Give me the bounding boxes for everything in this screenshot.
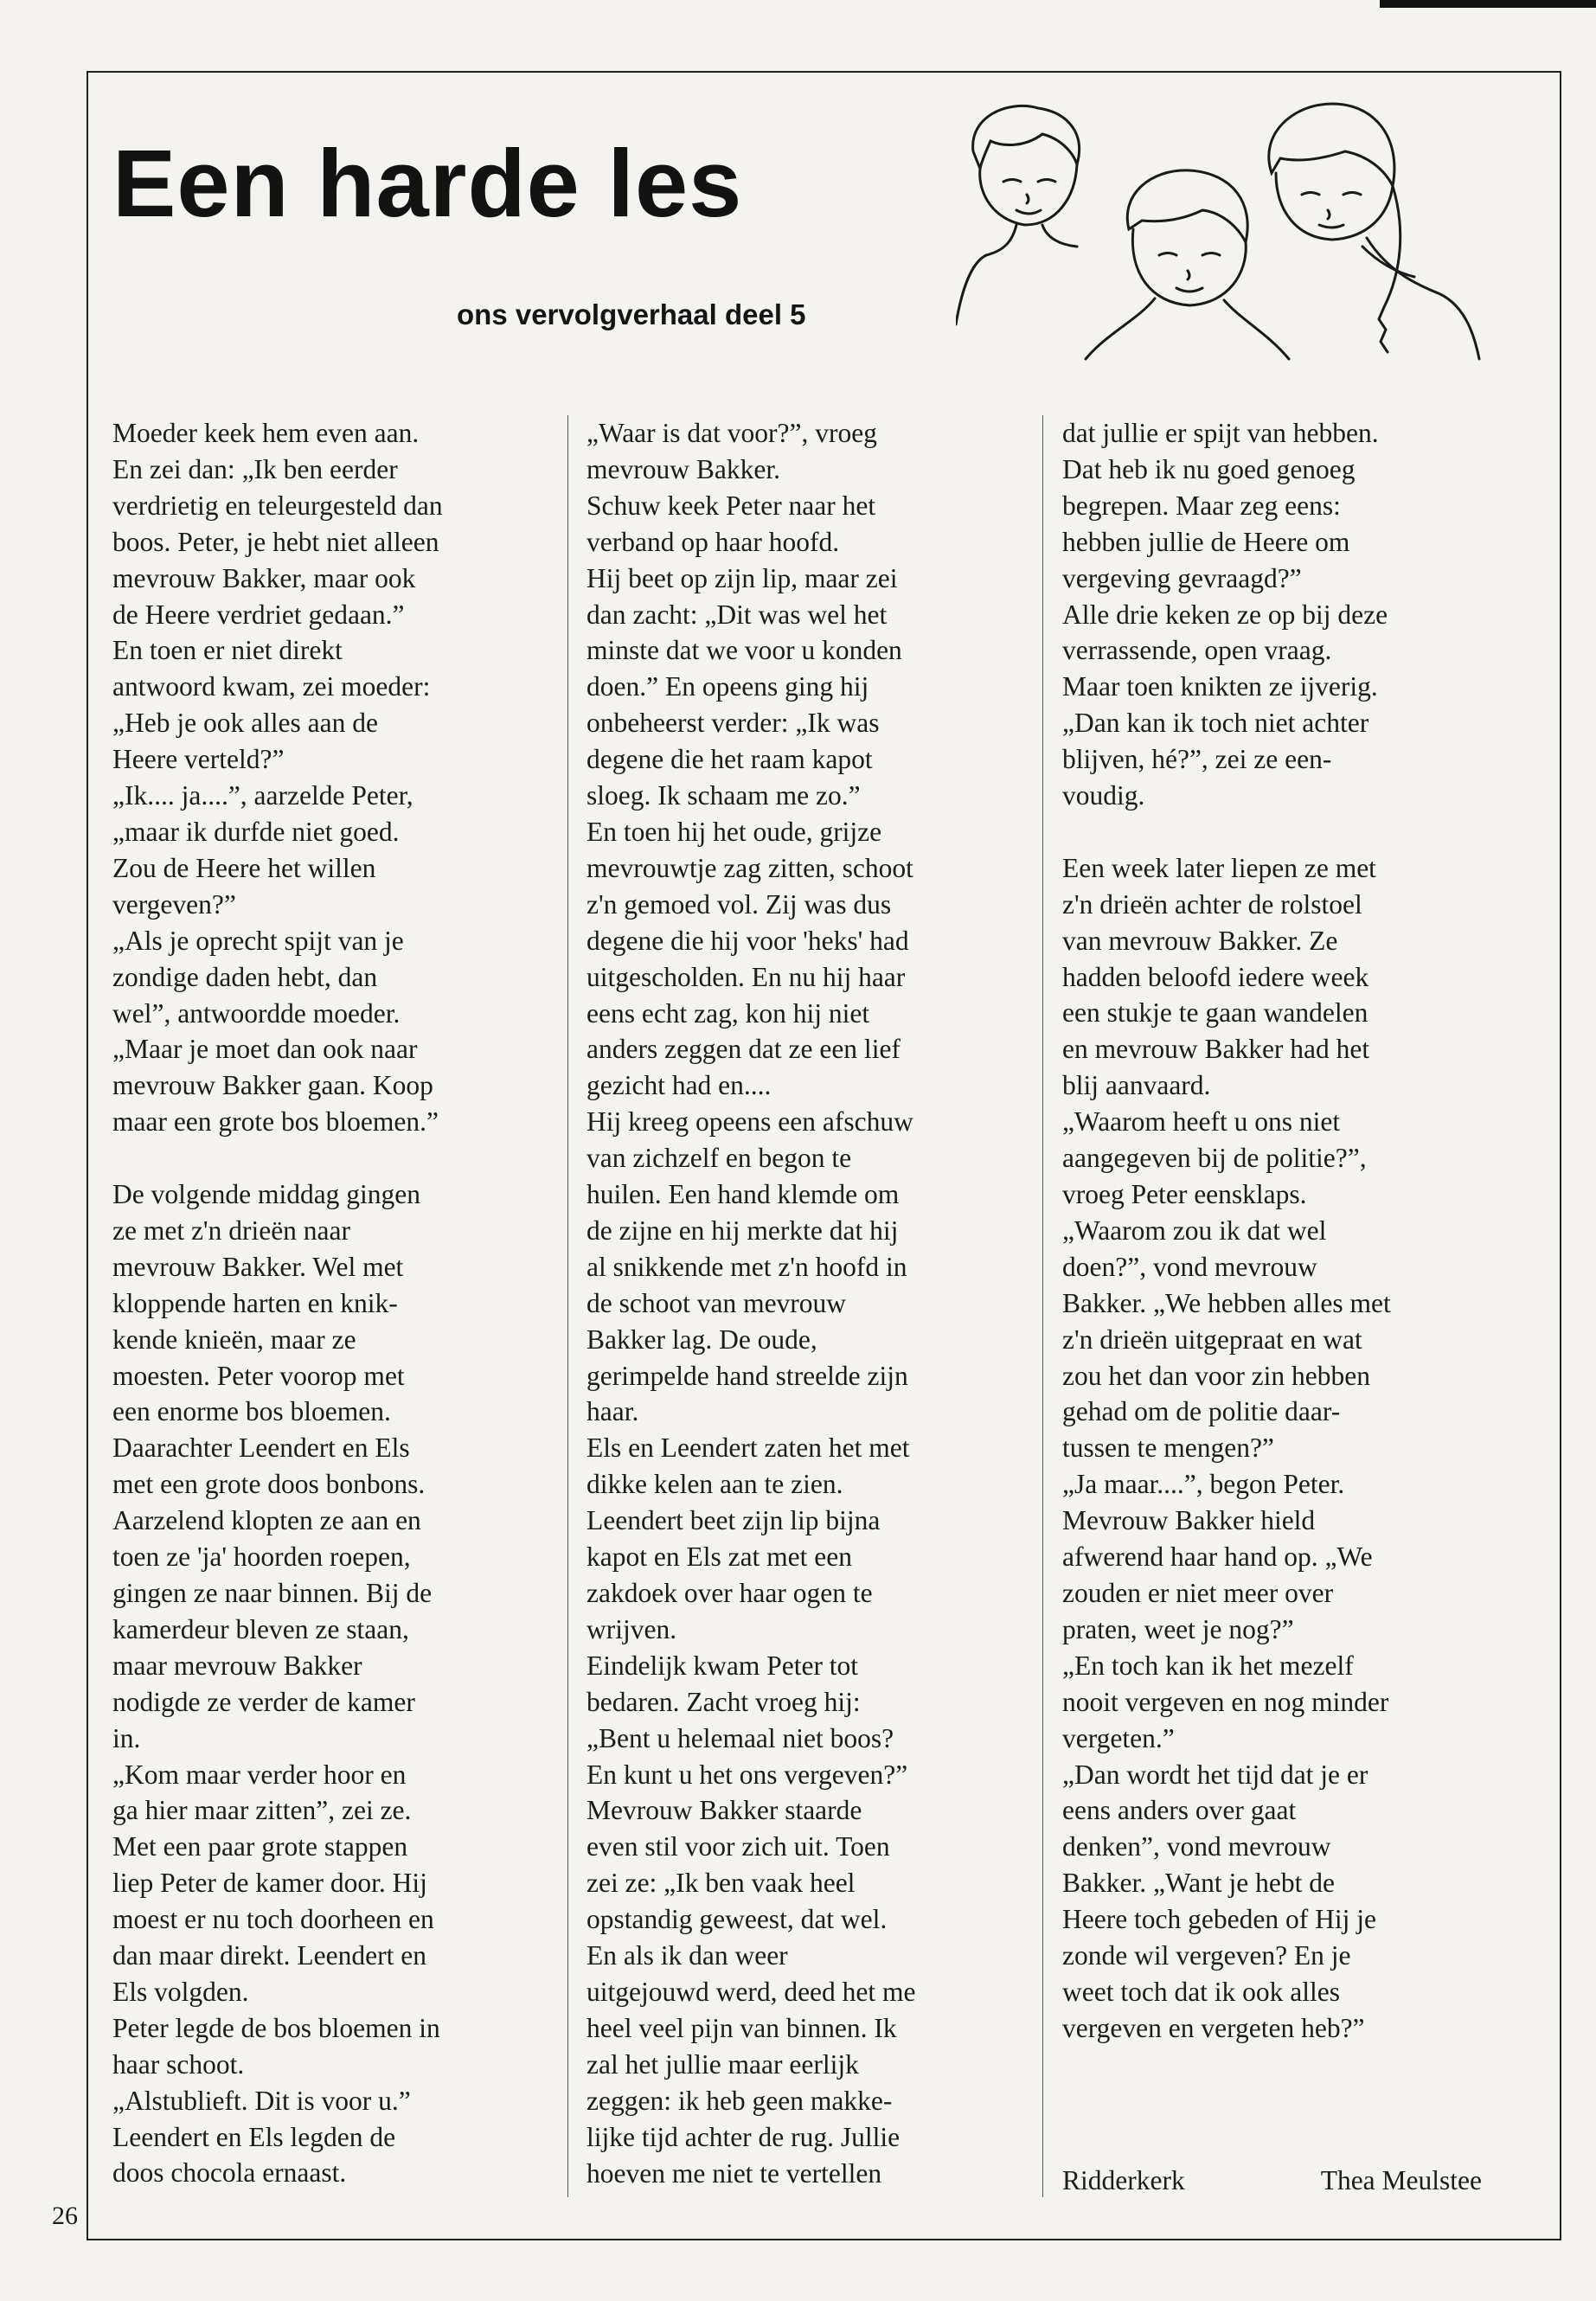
text-column-1 xyxy=(112,415,545,2191)
page-number: 26 xyxy=(52,2202,78,2230)
signature xyxy=(1062,2165,1482,2196)
text-column-3 xyxy=(1062,415,1495,2047)
child-middle-drawing xyxy=(1086,170,1289,359)
signature-place: Ridderkerk xyxy=(1062,2165,1185,2195)
text-column-2 xyxy=(586,415,1019,2191)
paragraph: Moeder keek hem even aan. En zei dan: „Ik ben eerder verdrietig en teleurgesteld dan boos. Peter, je hebt niet alleen mevrouw Bakker, maar ook de Heere verdriet gedaan.” En toen er niet direkt antwoord kwam, zei moeder: „Heb je ook alles aan de Heere verteld?” „Ik.... ja....”, aarzelde Peter, „maar ik durfde niet goed. Zou de Heere het willen vergeven?” „Als je oprecht spijt van je zondige daden hebt, dan wel”, antwoordde moeder. „Maar je moet dan ook naar mevrouw Bakker gaan. Koop maar een grote bos bloemen.” xyxy=(112,418,443,1138)
paragraph: De volgende middag gingen ze met z'n drieën naar mevrouw Bakker. Wel met kloppende harten en knik- kende knieën, maar ze moesten. Peter voorop met een enorme bos bloemen. Daarachter Leendert en Els met een grote doos bonbons. Aarzelend klopten ze aan en toen ze 'ja' hoorden roepen, gingen ze naar binnen. Bij de kamerdeur bleven ze staan, maar mevrouw Bakker nodigde ze verder de kamer in. „Kom maar verder hoor en ga hier maar zitten”, zei ze. Met een paar grote stappen liep Peter de kamer door. Hij moest er nu toch doorheen en dan maar direkt. Leendert en Els volgden. Peter legde de bos bloemen in haar schoot. „Alstublieft. Dit is voor u.” Leendert en Els legden de doos chocola ernaast. xyxy=(112,1179,440,2189)
child-right-drawing xyxy=(1269,104,1479,359)
paragraph: dat jullie er spijt van hebben. Dat heb ik nu goed genoeg begrepen. Maar zeg eens: hebben jullie de Heere om vergeving gevraagd?” Alle drie keken ze op bij deze verrassende, open vraag. Maar toen knikten ze ijverig. „Dan kan ik toch niet achter blijven, hé?”, zei ze een- voudig. xyxy=(1062,418,1388,811)
signature-author: Thea Meulstee xyxy=(1320,2165,1482,2195)
child-left-drawing xyxy=(956,106,1080,324)
paragraph: Een week later liepen ze met z'n drieën achter de rolstoel van mevrouw Bakker. Ze hadden beloofd iedere week een stukje te gaan wandelen en mevrouw Bakker had het blij aanvaard. „Waarom heeft u ons niet aangegeven bij de politie?”, vroeg Peter eensklaps. „Waarom zou ik dat wel doen?”, vond mevrouw Bakker. „We hebben alles met z'n drieën uitgepraat en wat zou het dan voor zin hebben gehad om de politie daar- tussen te mengen?” „Ja maar....”, begon Peter. Mevrouw Bakker hield afwerend haar hand op. „We zouden er niet meer over praten, weet je nog?” „En toch kan ik het mezelf nooit vergeven en nog minder vergeten.” „Dan wordt het tijd dat je er eens anders over gaat denken”, vond mevrouw Bakker. „Want je hebt de Heere toch gebeden of Hij je zonde wil vergeven? En je weet toch dat ik ook alles vergeven en vergeten heb?” xyxy=(1062,852,1391,2043)
column-separator xyxy=(1042,415,1043,2197)
top-rule xyxy=(1380,0,1596,8)
article-title: Een harde les xyxy=(112,131,743,237)
article-subtitle: ons vervolgverhaal deel 5 xyxy=(457,298,806,330)
paragraph: „Waar is dat voor?”, vroeg mevrouw Bakker. Schuw keek Peter naar het verband op haar hoofd. Hij beet op zijn lip, maar zei dan zacht: „Dit was wel het minste dat we voor u konden doen.” En opeens ging hij onbeheerst verder: „Ik was degene die het raam kapot sloeg. Ik schaam me zo.” En toen hij het oude, grijze mevrouwtje zag zitten, schoot z'n gemoed vol. Zij was dus degene die hij voor 'heks' had uitgescholden. En nu hij haar eens echt zag, kon hij niet anders zeggen dat ze een lief gezicht had en.... Hij kreeg opeens een afschuw van zichzelf en begon te huilen. Een hand klemde om de zijne en hij merkte dat hij al snikkende met z'n hoofd in de schoot van mevrouw Bakker lag. De oude, gerimpelde hand streelde zijn haar. Els en Leendert zaten het met dikke kelen aan te zien. Leendert beet zijn lip bijna kapot en Els zat met een zakdoek over haar ogen te wrijven. Eindelijk kwam Peter tot bedaren. Zacht vroeg hij: „Bent u helemaal niet boos? En kunt u het ons vergeven?” Mevrouw Bakker staarde even stil voor zich uit. Toen zei ze: „Ik ben vaak heel opstandig geweest, dat wel. En als ik dan weer uitgejouwd werd, deed het me heel veel pijn van binnen. Ik zal het jullie maar eerlijk zeggen: ik heb geen makke- lijke tijd achter de rug. Jullie hoeven me niet te vertellen xyxy=(586,418,916,2189)
children-illustration xyxy=(956,99,1492,381)
column-separator xyxy=(567,415,568,2197)
